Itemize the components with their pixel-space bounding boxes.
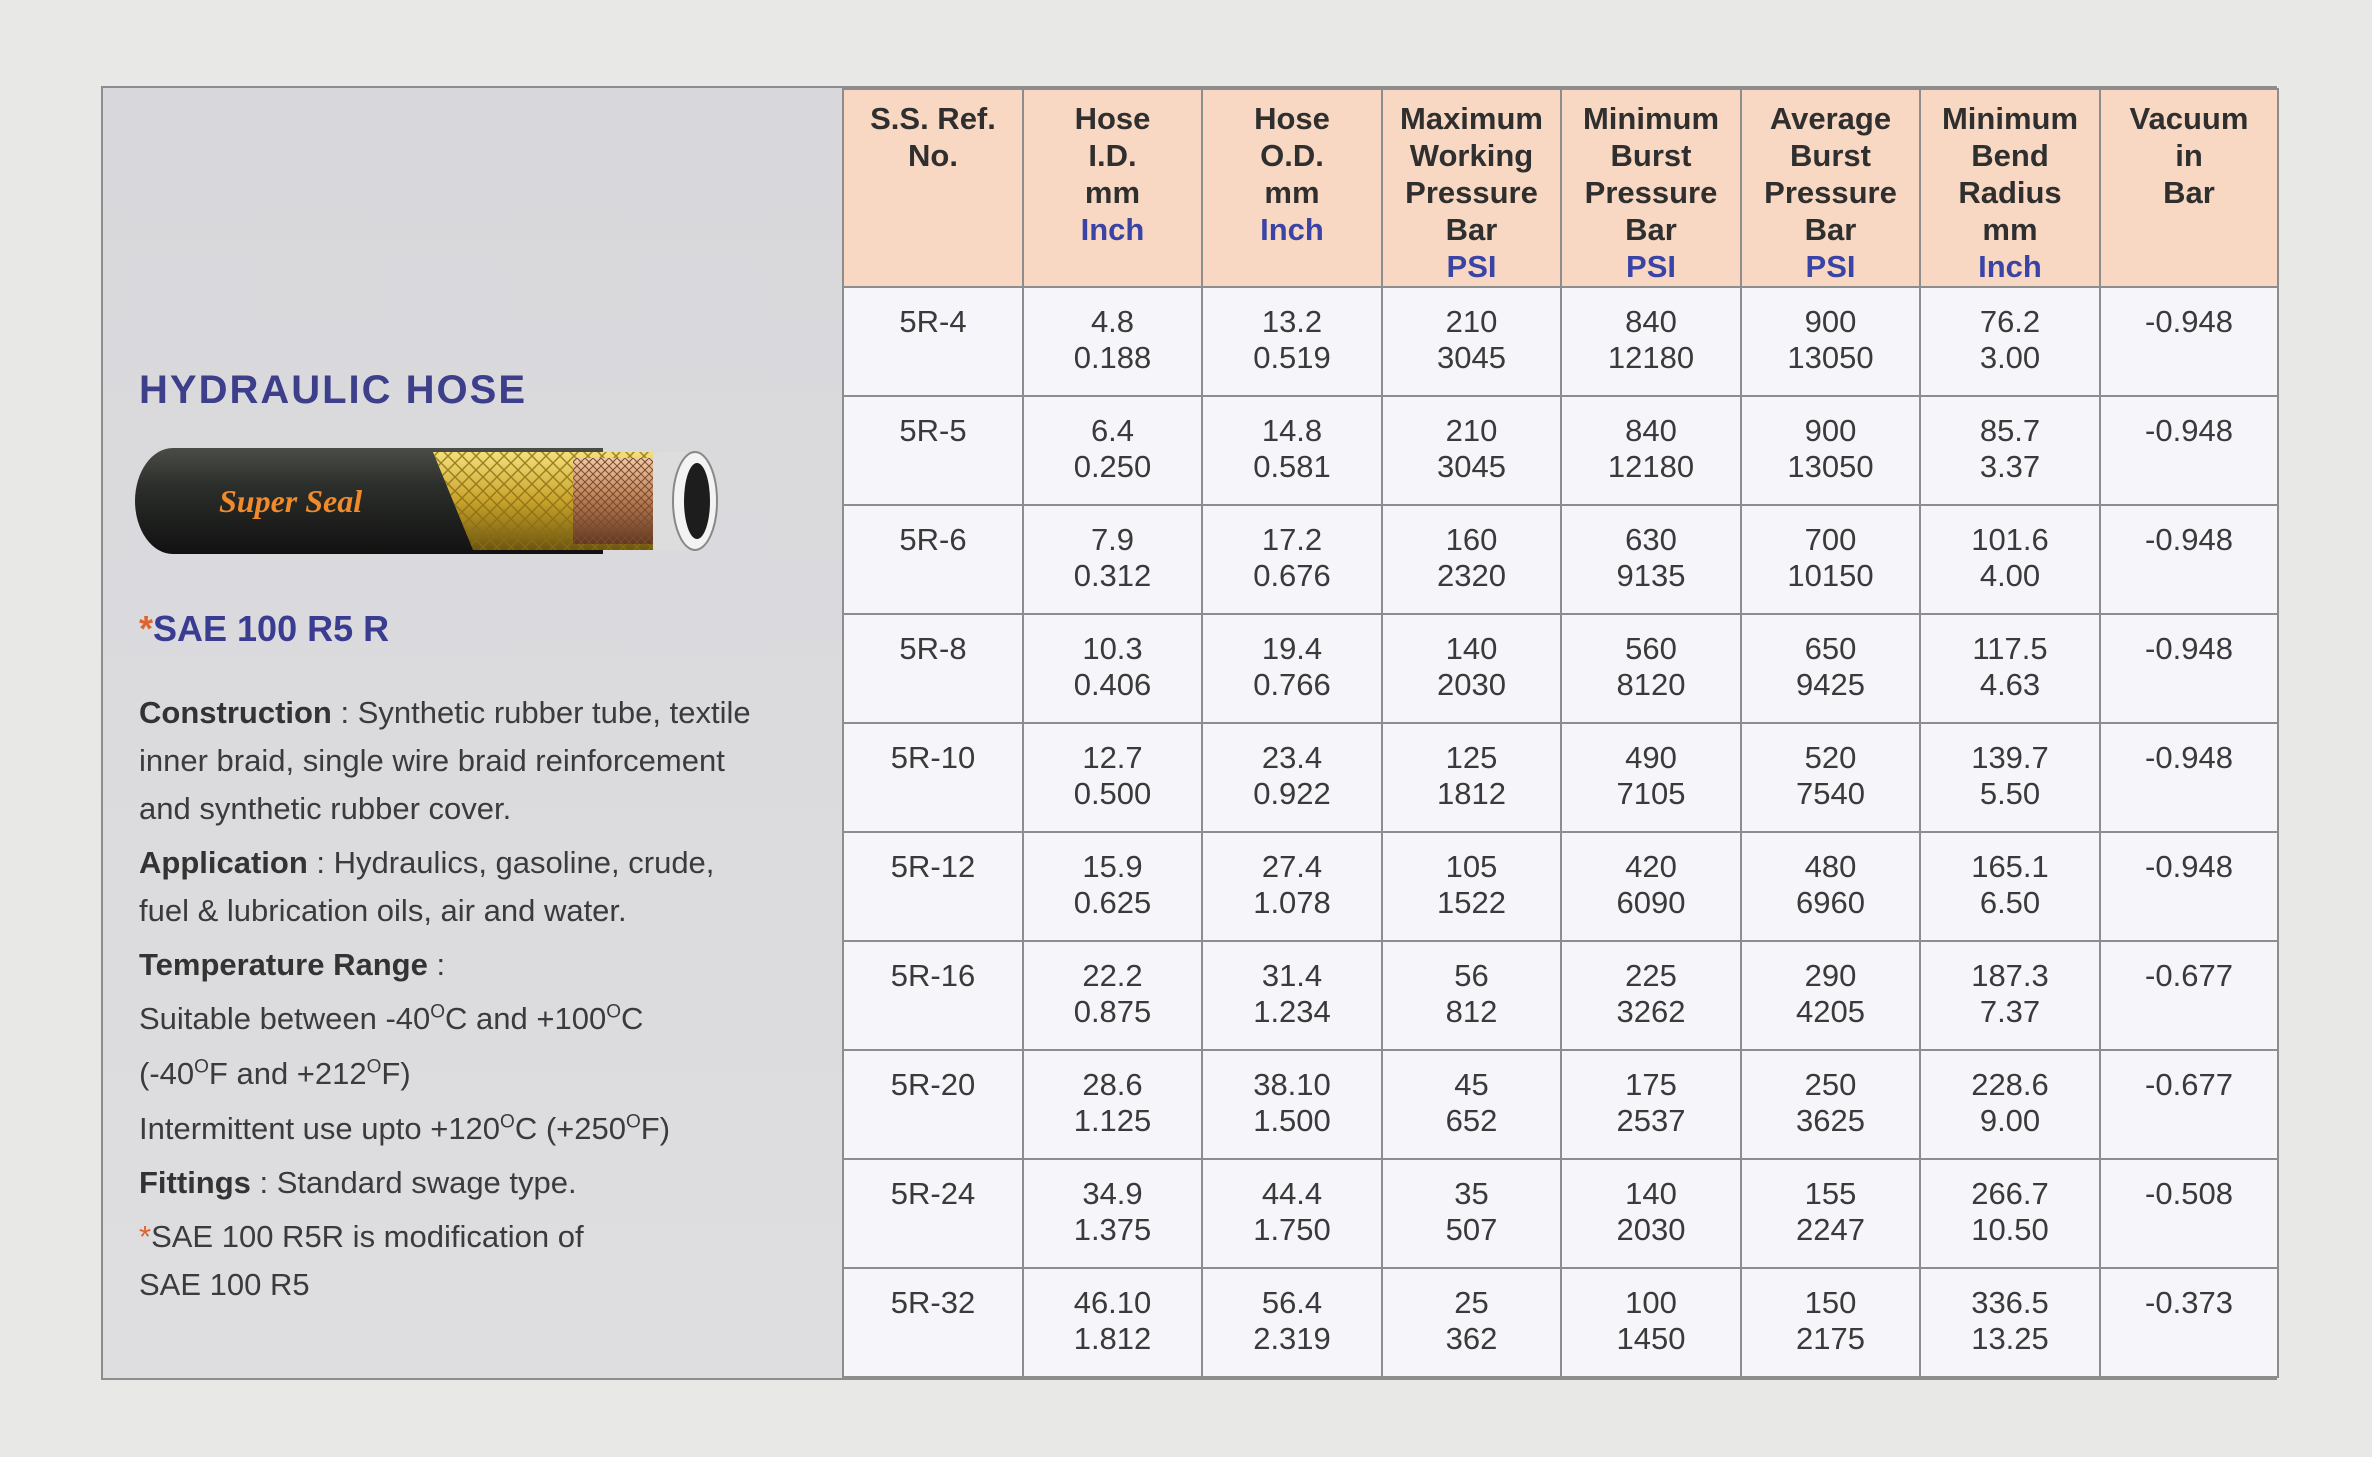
column-header: Maximum Working Pressure Bar PSI	[1382, 89, 1561, 287]
table-cell: 480 6960	[1741, 832, 1920, 941]
table-cell: -0.948	[2100, 396, 2278, 505]
table-body	[843, 287, 2278, 1377]
table-cell: 105 1522	[1382, 832, 1561, 941]
table-cell: 13.2 0.519	[1202, 287, 1382, 396]
brand-logo-text: Super Seal	[219, 483, 363, 519]
table-cell: 46.10 1.812	[1023, 1268, 1202, 1377]
construction-text-line3: and synthetic rubber cover.	[139, 791, 512, 826]
hose-illustration	[133, 442, 733, 560]
table-cell: 101.6 4.00	[1920, 505, 2100, 614]
table-cell: 520 7540	[1741, 723, 1920, 832]
table-cell: -0.948	[2100, 614, 2278, 723]
table-cell: -0.677	[2100, 1050, 2278, 1159]
fittings-text: Fittings : Standard swage type.	[139, 1165, 577, 1200]
table-cell: 840 12180	[1561, 396, 1741, 505]
table-cell: 700 10150	[1741, 505, 1920, 614]
column-header: Hose I.D. mm Inch	[1023, 89, 1202, 287]
table-cell: 35 507	[1382, 1159, 1561, 1268]
product-info-panel	[103, 88, 842, 1378]
table-cell: 5R-16	[843, 941, 1023, 1050]
table-cell: 56.4 2.319	[1202, 1268, 1382, 1377]
table-cell: 5R-20	[843, 1050, 1023, 1159]
table-cell: 5R-12	[843, 832, 1023, 941]
table-cell: 210 3045	[1382, 287, 1561, 396]
table-cell: -0.948	[2100, 287, 2278, 396]
table-cell: 560 8120	[1561, 614, 1741, 723]
table-cell: 125 1812	[1382, 723, 1561, 832]
table-cell: -0.948	[2100, 832, 2278, 941]
table-cell: 15.9 0.625	[1023, 832, 1202, 941]
table-cell: 155 2247	[1741, 1159, 1920, 1268]
table-cell: 19.4 0.766	[1202, 614, 1382, 723]
temperature-line1: Suitable between $-40^OC$ and $+100^OC$	[139, 1001, 644, 1036]
table-cell: 650 9425	[1741, 614, 1920, 723]
table-cell: 5R-5	[843, 396, 1023, 505]
table-cell: 25 362	[1382, 1268, 1561, 1377]
table-cell: 44.4 1.750	[1202, 1159, 1382, 1268]
column-header: Average Burst Pressure Bar PSI	[1741, 89, 1920, 287]
table-cell: 85.7 3.37	[1920, 396, 2100, 505]
table-cell: 900 13050	[1741, 287, 1920, 396]
table-cell: 139.7 5.50	[1920, 723, 2100, 832]
table-cell: 117.5 4.63	[1920, 614, 2100, 723]
application-text: Application : Hydraulics, gasoline, crude,	[139, 845, 715, 880]
table-cell: 34.9 1.375	[1023, 1159, 1202, 1268]
table-cell: 900 13050	[1741, 396, 1920, 505]
table-cell: 175 2537	[1561, 1050, 1741, 1159]
table-cell: 5R-6	[843, 505, 1023, 614]
table-row	[843, 1050, 2278, 1159]
table-cell: 10.3 0.406	[1023, 614, 1202, 723]
note-line1: *SAE 100 R5R is modification of	[139, 1219, 584, 1254]
table-row	[843, 1159, 2278, 1268]
table-header-row	[843, 89, 2278, 287]
temperature-label: Temperature Range :	[139, 947, 446, 982]
table-cell: -0.373	[2100, 1268, 2278, 1377]
table-cell: -0.677	[2100, 941, 2278, 1050]
table-cell: 336.5 13.25	[1920, 1268, 2100, 1377]
table-cell: 28.6 1.125	[1023, 1050, 1202, 1159]
spec-sheet	[101, 86, 2277, 1380]
construction-text: Construction : Synthetic rubber tube, textile	[139, 695, 751, 730]
table-cell: 56 812	[1382, 941, 1561, 1050]
table-cell: 6.4 0.250	[1023, 396, 1202, 505]
table-cell: -0.948	[2100, 505, 2278, 614]
product-title: HYDRAULIC HOSE	[139, 368, 528, 412]
temperature-line2: ($-40^OF$ and $+212^OF$)	[139, 1056, 411, 1091]
note-line2: SAE 100 R5	[139, 1267, 310, 1302]
table-cell: 100 1450	[1561, 1268, 1741, 1377]
table-cell: 5R-8	[843, 614, 1023, 723]
hose-spec-table	[842, 88, 2279, 1378]
table-row	[843, 614, 2278, 723]
table-cell: 160 2320	[1382, 505, 1561, 614]
table-cell: 76.2 3.00	[1920, 287, 2100, 396]
temperature-line3: Intermittent use upto $+120^OC$ $(+250^OF)$	[139, 1111, 671, 1146]
column-header: Minimum Burst Pressure Bar PSI	[1561, 89, 1741, 287]
table-cell: 38.10 1.500	[1202, 1050, 1382, 1159]
table-cell: -0.948	[2100, 723, 2278, 832]
table-cell: 187.3 7.37	[1920, 941, 2100, 1050]
table-cell: 840 12180	[1561, 287, 1741, 396]
table-cell: 22.2 0.875	[1023, 941, 1202, 1050]
table-cell: 250 3625	[1741, 1050, 1920, 1159]
application-text-line2: fuel & lubrication oils, air and water.	[139, 893, 627, 928]
table-cell: 5R-32	[843, 1268, 1023, 1377]
table-row	[843, 832, 2278, 941]
table-cell: 490 7105	[1561, 723, 1741, 832]
column-header: S.S. Ref. No.	[843, 89, 1023, 287]
table-cell: 290 4205	[1741, 941, 1920, 1050]
table-row	[843, 505, 2278, 614]
construction-text-line2: inner braid, single wire braid reinforcement	[139, 743, 725, 778]
table-row	[843, 723, 2278, 832]
table-cell: 5R-4	[843, 287, 1023, 396]
column-header: Minimum Bend Radius mm Inch	[1920, 89, 2100, 287]
table-row	[843, 287, 2278, 396]
table-cell: 45 652	[1382, 1050, 1561, 1159]
table-cell: 31.4 1.234	[1202, 941, 1382, 1050]
column-header: Vacuum in Bar	[2100, 89, 2278, 287]
table-cell: 4.8 0.188	[1023, 287, 1202, 396]
table-cell: 165.1 6.50	[1920, 832, 2100, 941]
table-cell: 140 2030	[1561, 1159, 1741, 1268]
table-cell: 27.4 1.078	[1202, 832, 1382, 941]
table-cell: 228.6 9.00	[1920, 1050, 2100, 1159]
table-cell: 7.9 0.312	[1023, 505, 1202, 614]
table-cell: 225 3262	[1561, 941, 1741, 1050]
table-cell: 17.2 0.676	[1202, 505, 1382, 614]
table-cell: 210 3045	[1382, 396, 1561, 505]
table-row	[843, 396, 2278, 505]
table-cell: 12.7 0.500	[1023, 723, 1202, 832]
table-row	[843, 1268, 2278, 1377]
table-cell: 5R-10	[843, 723, 1023, 832]
table-cell: -0.508	[2100, 1159, 2278, 1268]
table-cell: 630 9135	[1561, 505, 1741, 614]
table-cell: 14.8 0.581	[1202, 396, 1382, 505]
table-cell: 140 2030	[1382, 614, 1561, 723]
table-row	[843, 941, 2278, 1050]
table-cell: 420 6090	[1561, 832, 1741, 941]
table-cell: 150 2175	[1741, 1268, 1920, 1377]
sae-title: *SAE 100 R5 R	[139, 608, 390, 649]
table-cell: 23.4 0.922	[1202, 723, 1382, 832]
table-cell: 266.7 10.50	[1920, 1159, 2100, 1268]
column-header: Hose O.D. mm Inch	[1202, 89, 1382, 287]
table-cell: 5R-24	[843, 1159, 1023, 1268]
